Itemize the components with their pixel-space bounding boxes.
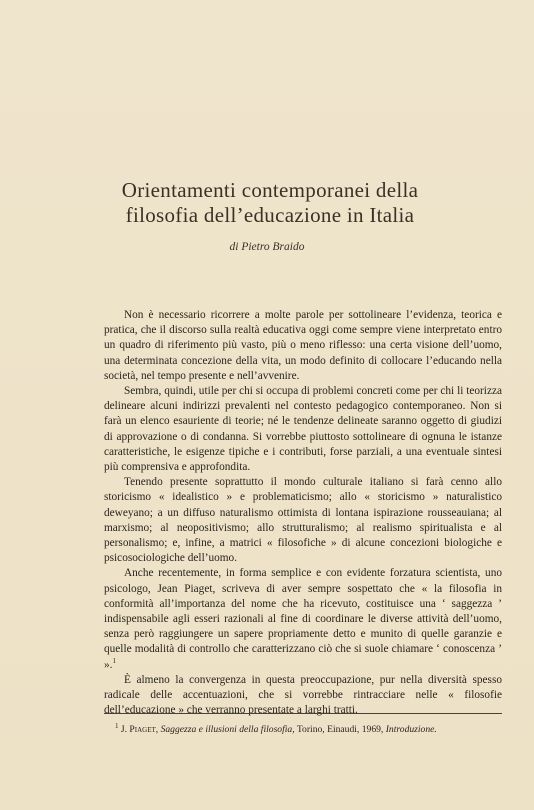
footnote-book-title: Saggezza e illusioni della filosofia, <box>160 724 295 735</box>
footnote-author: J. Piaget, <box>120 724 159 735</box>
paragraph-text: Anche recentemente, in forma semplice e con evidente forzatura scientista, uno psicologo, Jean Piaget, scriveva di aver sempre sospettato che « la filosofia in conformità all’importanza del nome che ha ricevuto, costituisce una ‘ saggezza ’ indispensabile agli esseri razionali al fine di coordinare le diverse attività dell’uomo, senza però raggiungere un sapere propriamente detto e munito di quelle garanzie e quelle modalità di controllo che caratterizzano ciò che si suole chiamare ‘ conoscenza ’ ». <box>104 567 502 671</box>
footnote-number: 1 <box>115 721 119 730</box>
paragraph: Tenendo presente soprattutto il mondo culturale italiano si farà cenno allo storicismo « idealistico » e problematicismo; allo « storicismo » naturalistico deweyano; a un diffuso naturalismo ottimista di lontana ispirazione rousseauiana; al marxismo; al neopositivismo; allo strutturalismo; al realismo spiritualista e al personalismo; e, infine, a matrici « filosofiche » di alcune concezioni biologiche e psicosociologiche dell’uomo. <box>104 476 502 565</box>
title-line-1: Orientamenti contemporanei della <box>121 178 419 202</box>
article-body <box>104 308 502 718</box>
paragraph: Sembra, quindi, utile per chi si occupa di problemi concreti come per chi li teorizza delineare alcuni indirizzi prevalenti nel contesto pedagogico contemporaneo. Non si farà un elenco esauriente di teorie; né le tendenze delineate saranno oggetto di giudizi di approvazione o di condanna. Si vorrebbe piuttosto sottolineare di ognuna le istanze caratteristiche, le esigenze tipiche e i contributi, forse parziali, a una eventuale sintesi più comprensiva e approfondita. <box>104 385 502 474</box>
paragraph: È almeno la convergenza in questa preoccupazione, pur nella diversità spesso radicale delle accentuazioni, che si vorrebbe rintracciare nelle « filosofie dell’educazione » che verranno presentate a larghi tratti. <box>104 673 502 717</box>
footnote <box>115 721 510 736</box>
author-byline: di Pietro Braido <box>229 241 305 253</box>
paragraph: Non è necessario ricorrere a molte parole per sottolineare l’evidenza, teorica e pratica, che il discorso sulla realtà educativa oggi come sempre viene interpretato entro un quadro di riferimento più vasto, più o meno riflesso: una certa visione dell’uomo, una determinata concezione della vita, un modo definito di collocare l’educando nella società, nel tempo presente e nell’avvenire. <box>104 309 502 382</box>
paragraph <box>104 566 502 672</box>
footnote-section: Introduzione. <box>385 724 437 735</box>
footnote-details: Torino, Einaudi, 1969, <box>296 724 384 735</box>
title-line-2: filosofia dell’educazione in Italia <box>125 203 415 227</box>
footnote-ref: 1 <box>112 656 116 665</box>
article-title <box>60 178 480 228</box>
footnote-divider <box>104 713 502 714</box>
